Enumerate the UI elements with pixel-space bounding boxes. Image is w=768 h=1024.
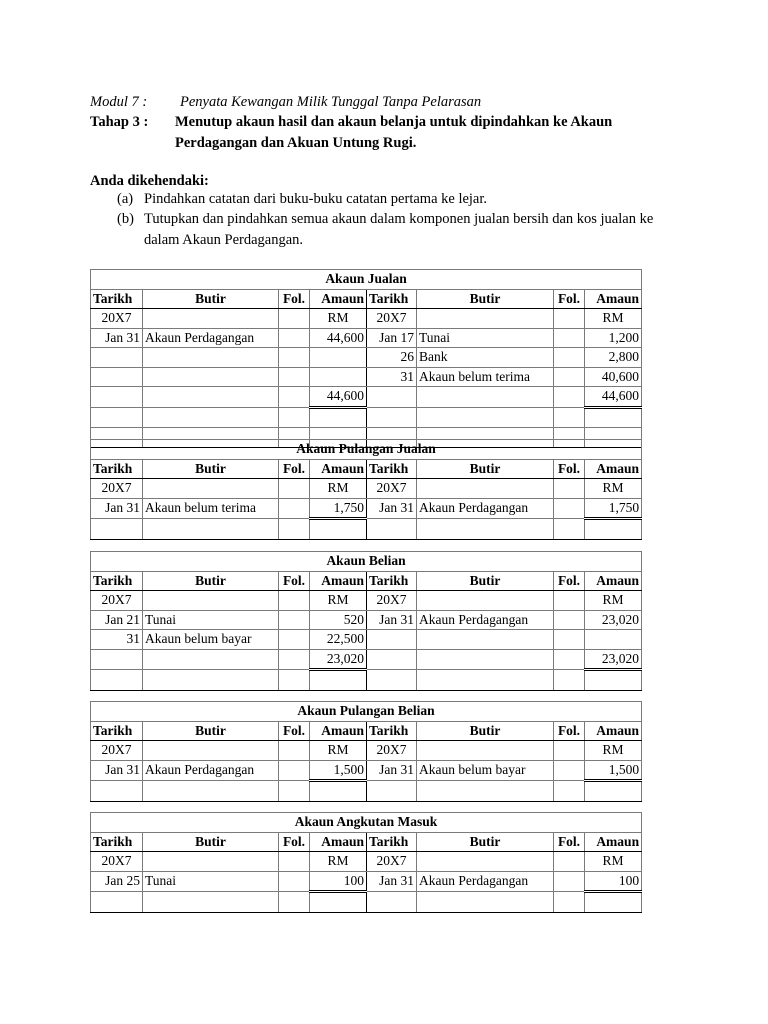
ledger-cell xyxy=(310,670,367,691)
ledger-title: Akaun Jualan xyxy=(91,270,642,290)
entry-description: Akaun belum terima xyxy=(143,498,279,519)
ledger-cell xyxy=(143,367,279,387)
entry-amount: 1,750 xyxy=(310,498,367,519)
ledger-cell xyxy=(585,407,642,428)
ledger-cell xyxy=(310,781,367,802)
ledger-cell xyxy=(143,741,279,761)
column-header: Tarikh xyxy=(91,459,143,479)
entry-folio xyxy=(279,498,310,519)
ledger-cell xyxy=(417,407,554,428)
ledger-cell xyxy=(91,649,143,670)
ledger-title: Akaun Pulangan Jualan xyxy=(91,440,642,460)
column-header: Butir xyxy=(417,459,554,479)
ledger-cell xyxy=(143,479,279,499)
entry-description: Akaun Perdagangan xyxy=(417,498,554,519)
entry-folio xyxy=(554,760,585,781)
entry-amount: 1,200 xyxy=(585,328,642,348)
ledger-table xyxy=(90,439,642,540)
ledger-cell xyxy=(417,591,554,611)
ledger-cell xyxy=(279,741,310,761)
column-header: Butir xyxy=(417,289,554,309)
column-header: Tarikh xyxy=(367,832,417,852)
ledger-cell xyxy=(554,387,585,408)
entry-date: 31 xyxy=(367,367,417,387)
ledger-cell xyxy=(279,591,310,611)
ledger-cell xyxy=(417,479,554,499)
ledger-cell xyxy=(279,479,310,499)
ledger-cell xyxy=(585,892,642,913)
entry-description: Akaun Perdagangan xyxy=(143,328,279,348)
column-header: Butir xyxy=(417,721,554,741)
entry-folio xyxy=(279,630,310,650)
column-header: Butir xyxy=(143,571,279,591)
entry-folio xyxy=(279,610,310,630)
ledger-currency: RM xyxy=(585,309,642,329)
column-header: Fol. xyxy=(554,459,585,479)
ledger-cell xyxy=(367,670,417,691)
column-header: Fol. xyxy=(279,832,310,852)
ledger-currency: RM xyxy=(585,591,642,611)
ledger-cell xyxy=(279,892,310,913)
entry-date: Jan 17 xyxy=(367,328,417,348)
ledger-cell xyxy=(143,781,279,802)
column-header: Amaun xyxy=(310,721,367,741)
ledger-cell xyxy=(143,852,279,872)
column-header: Tarikh xyxy=(91,832,143,852)
instructions-heading: Anda dikehendaki: xyxy=(90,173,209,189)
entry-amount: 1,500 xyxy=(310,760,367,781)
ledger-cell xyxy=(143,407,279,428)
ledger-cell xyxy=(417,892,554,913)
column-header: Fol. xyxy=(279,571,310,591)
entry-folio xyxy=(554,367,585,387)
total-amount: 44,600 xyxy=(585,387,642,408)
ledger-entry-row xyxy=(91,630,642,650)
ledger-cell xyxy=(367,781,417,802)
entry-description: Akaun Perdagangan xyxy=(417,871,554,892)
ledger-cell xyxy=(91,387,143,408)
entry-description: Tunai xyxy=(417,328,554,348)
ledger-year: 20X7 xyxy=(367,309,417,329)
ledger-year: 20X7 xyxy=(367,741,417,761)
entry-amount: 100 xyxy=(585,871,642,892)
ledger-cell xyxy=(417,741,554,761)
instruction-text: Pindahkan catatan dari buku-buku catatan pertama ke lejar. xyxy=(144,191,488,207)
ledger-cell xyxy=(554,670,585,691)
ledger-entry-row xyxy=(91,498,642,519)
column-header: Butir xyxy=(143,459,279,479)
ledger-cell xyxy=(554,781,585,802)
column-header: Butir xyxy=(143,721,279,741)
column-header: Tarikh xyxy=(367,289,417,309)
entry-date: Jan 31 xyxy=(91,498,143,519)
ledger-table xyxy=(90,701,642,802)
ledger-currency: RM xyxy=(585,479,642,499)
ledger-cell xyxy=(367,407,417,428)
ledger-cell xyxy=(310,519,367,540)
ledger-cell xyxy=(279,649,310,670)
ledger-cell xyxy=(417,852,554,872)
ledger-cell xyxy=(91,519,143,540)
column-header: Butir xyxy=(417,832,554,852)
ledger-cell xyxy=(310,892,367,913)
ledger-currency: RM xyxy=(310,479,367,499)
ledger-cell xyxy=(554,741,585,761)
ledger-cell xyxy=(417,387,554,408)
column-header: Fol. xyxy=(554,571,585,591)
ledger-currency: RM xyxy=(585,852,642,872)
entry-amount: 520 xyxy=(310,610,367,630)
ledger-cell xyxy=(554,479,585,499)
entry-folio xyxy=(554,348,585,368)
ledger-cell xyxy=(585,519,642,540)
total-amount: 23,020 xyxy=(310,649,367,670)
entry-description: Akaun belum bayar xyxy=(143,630,279,650)
entry-amount: 2,800 xyxy=(585,348,642,368)
ledger-cell xyxy=(417,630,554,650)
ledger-cell xyxy=(279,309,310,329)
ledger-cell xyxy=(417,519,554,540)
ledger-cell xyxy=(554,591,585,611)
ledger-year: 20X7 xyxy=(91,852,143,872)
instruction-marker: (a) xyxy=(117,191,134,207)
ledger-cell xyxy=(143,892,279,913)
column-header: Amaun xyxy=(310,832,367,852)
ledger-cell xyxy=(367,387,417,408)
ledger-entry-row xyxy=(91,348,642,368)
column-header: Fol. xyxy=(554,832,585,852)
column-header: Fol. xyxy=(279,289,310,309)
ledger-title: Akaun Angkutan Masuk xyxy=(91,813,642,833)
entry-amount: 40,600 xyxy=(585,367,642,387)
ledger-title: Akaun Pulangan Belian xyxy=(91,702,642,722)
instruction-text: Tutupkan dan pindahkan semua akaun dalam komponen jualan bersih dan kos jualan ke dalam Akaun Perdagangan. xyxy=(144,211,654,248)
ledger-cell xyxy=(279,407,310,428)
stage-text: Menutup akaun hasil dan akaun belanja untuk dipindahkan ke Akaun Perdagangan dan Akuan Untung Rugi. xyxy=(175,114,613,151)
entry-description: Akaun belum bayar xyxy=(417,760,554,781)
ledger-cell xyxy=(585,630,642,650)
entry-date: 26 xyxy=(367,348,417,368)
column-header: Amaun xyxy=(585,721,642,741)
module-line xyxy=(90,92,481,113)
ledger-cell xyxy=(310,348,367,368)
ledger-cell xyxy=(279,387,310,408)
ledger-title: Akaun Belian xyxy=(91,552,642,572)
ledger-year: 20X7 xyxy=(367,479,417,499)
ledger-year: 20X7 xyxy=(91,591,143,611)
entry-description: Akaun Perdagangan xyxy=(417,610,554,630)
ledger-cell xyxy=(91,781,143,802)
entry-amount: 1,750 xyxy=(585,498,642,519)
ledger-cell xyxy=(143,591,279,611)
ledger-currency: RM xyxy=(310,741,367,761)
entry-folio xyxy=(279,871,310,892)
entry-date: Jan 25 xyxy=(91,871,143,892)
ledger-table xyxy=(90,269,642,448)
column-header: Tarikh xyxy=(91,721,143,741)
ledger-cell xyxy=(367,892,417,913)
ledger-year: 20X7 xyxy=(91,309,143,329)
entry-folio xyxy=(279,760,310,781)
stage-label: Tahap 3 : xyxy=(90,114,149,130)
ledger-cell xyxy=(310,367,367,387)
ledger-entry-row xyxy=(91,760,642,781)
ledger-cell xyxy=(554,892,585,913)
ledger-currency: RM xyxy=(310,309,367,329)
column-header: Tarikh xyxy=(91,571,143,591)
ledger-cell xyxy=(143,309,279,329)
ledger-cell xyxy=(91,892,143,913)
ledger-year: 20X7 xyxy=(367,591,417,611)
column-header: Butir xyxy=(143,289,279,309)
ledger-cell xyxy=(279,852,310,872)
instruction-marker: (b) xyxy=(117,211,134,227)
entry-date: 31 xyxy=(91,630,143,650)
ledger-cell xyxy=(585,781,642,802)
ledger-entry-row xyxy=(91,871,642,892)
column-header: Amaun xyxy=(310,571,367,591)
entry-description: Tunai xyxy=(143,610,279,630)
ledger-cell xyxy=(279,519,310,540)
ledger-cell xyxy=(143,519,279,540)
ledger-cell xyxy=(554,630,585,650)
column-header: Tarikh xyxy=(367,571,417,591)
module-title: Penyata Kewangan Milik Tunggal Tanpa Pelarasan xyxy=(180,94,482,110)
ledger-cell xyxy=(91,367,143,387)
entry-folio xyxy=(554,498,585,519)
ledger-cell xyxy=(279,781,310,802)
entry-amount: 100 xyxy=(310,871,367,892)
ledger-cell xyxy=(554,852,585,872)
entry-date: Jan 31 xyxy=(367,610,417,630)
entry-date: Jan 31 xyxy=(367,498,417,519)
entry-folio xyxy=(279,328,310,348)
entry-description: Tunai xyxy=(143,871,279,892)
ledger-cell xyxy=(367,519,417,540)
column-header: Fol. xyxy=(279,459,310,479)
column-header: Tarikh xyxy=(367,459,417,479)
ledger-cell xyxy=(367,649,417,670)
column-header: Fol. xyxy=(554,721,585,741)
column-header: Amaun xyxy=(585,289,642,309)
module-label: Modul 7 : xyxy=(90,94,148,110)
ledger-table xyxy=(90,551,642,691)
ledger-cell xyxy=(91,407,143,428)
ledger-cell xyxy=(91,348,143,368)
ledger-cell xyxy=(417,670,554,691)
entry-amount: 23,020 xyxy=(585,610,642,630)
ledger-cell xyxy=(554,407,585,428)
entry-amount: 22,500 xyxy=(310,630,367,650)
ledger-year: 20X7 xyxy=(91,741,143,761)
ledger-cell xyxy=(585,670,642,691)
ledger-cell xyxy=(279,348,310,368)
entry-date: Jan 31 xyxy=(367,871,417,892)
ledger-entry-row xyxy=(91,367,642,387)
ledger-year: 20X7 xyxy=(91,479,143,499)
column-header: Amaun xyxy=(585,459,642,479)
ledger-currency: RM xyxy=(310,852,367,872)
ledger-table xyxy=(90,812,642,913)
entry-folio xyxy=(554,610,585,630)
total-amount: 44,600 xyxy=(310,387,367,408)
ledger-currency: RM xyxy=(310,591,367,611)
ledger-cell xyxy=(417,649,554,670)
entry-description: Bank xyxy=(417,348,554,368)
column-header: Butir xyxy=(143,832,279,852)
column-header: Butir xyxy=(417,571,554,591)
ledger-cell xyxy=(554,519,585,540)
column-header: Amaun xyxy=(310,459,367,479)
ledger-cell xyxy=(91,670,143,691)
ledger-cell xyxy=(554,309,585,329)
entry-date: Jan 31 xyxy=(91,328,143,348)
ledger-entry-row xyxy=(91,328,642,348)
entry-date: Jan 31 xyxy=(91,760,143,781)
entry-folio xyxy=(554,328,585,348)
ledger-cell xyxy=(143,649,279,670)
entry-date: Jan 21 xyxy=(91,610,143,630)
ledger-cell xyxy=(554,649,585,670)
entry-amount: 1,500 xyxy=(585,760,642,781)
column-header: Tarikh xyxy=(367,721,417,741)
entry-description: Akaun belum terima xyxy=(417,367,554,387)
entry-date: Jan 31 xyxy=(367,760,417,781)
ledger-cell xyxy=(143,348,279,368)
ledger-cell xyxy=(417,781,554,802)
ledger-cell xyxy=(143,670,279,691)
column-header: Fol. xyxy=(554,289,585,309)
column-header: Amaun xyxy=(585,571,642,591)
ledger-year: 20X7 xyxy=(367,852,417,872)
entry-folio xyxy=(554,871,585,892)
ledger-cell xyxy=(417,309,554,329)
column-header: Tarikh xyxy=(91,289,143,309)
column-header: Amaun xyxy=(585,832,642,852)
ledger-cell xyxy=(367,630,417,650)
ledger-cell xyxy=(279,670,310,691)
ledger-cell xyxy=(279,367,310,387)
ledger-currency: RM xyxy=(585,741,642,761)
ledger-entry-row xyxy=(91,610,642,630)
entry-amount: 44,600 xyxy=(310,328,367,348)
ledger-cell xyxy=(310,407,367,428)
column-header: Amaun xyxy=(310,289,367,309)
entry-description: Akaun Perdagangan xyxy=(143,760,279,781)
column-header: Fol. xyxy=(279,721,310,741)
ledger-cell xyxy=(143,387,279,408)
total-amount: 23,020 xyxy=(585,649,642,670)
